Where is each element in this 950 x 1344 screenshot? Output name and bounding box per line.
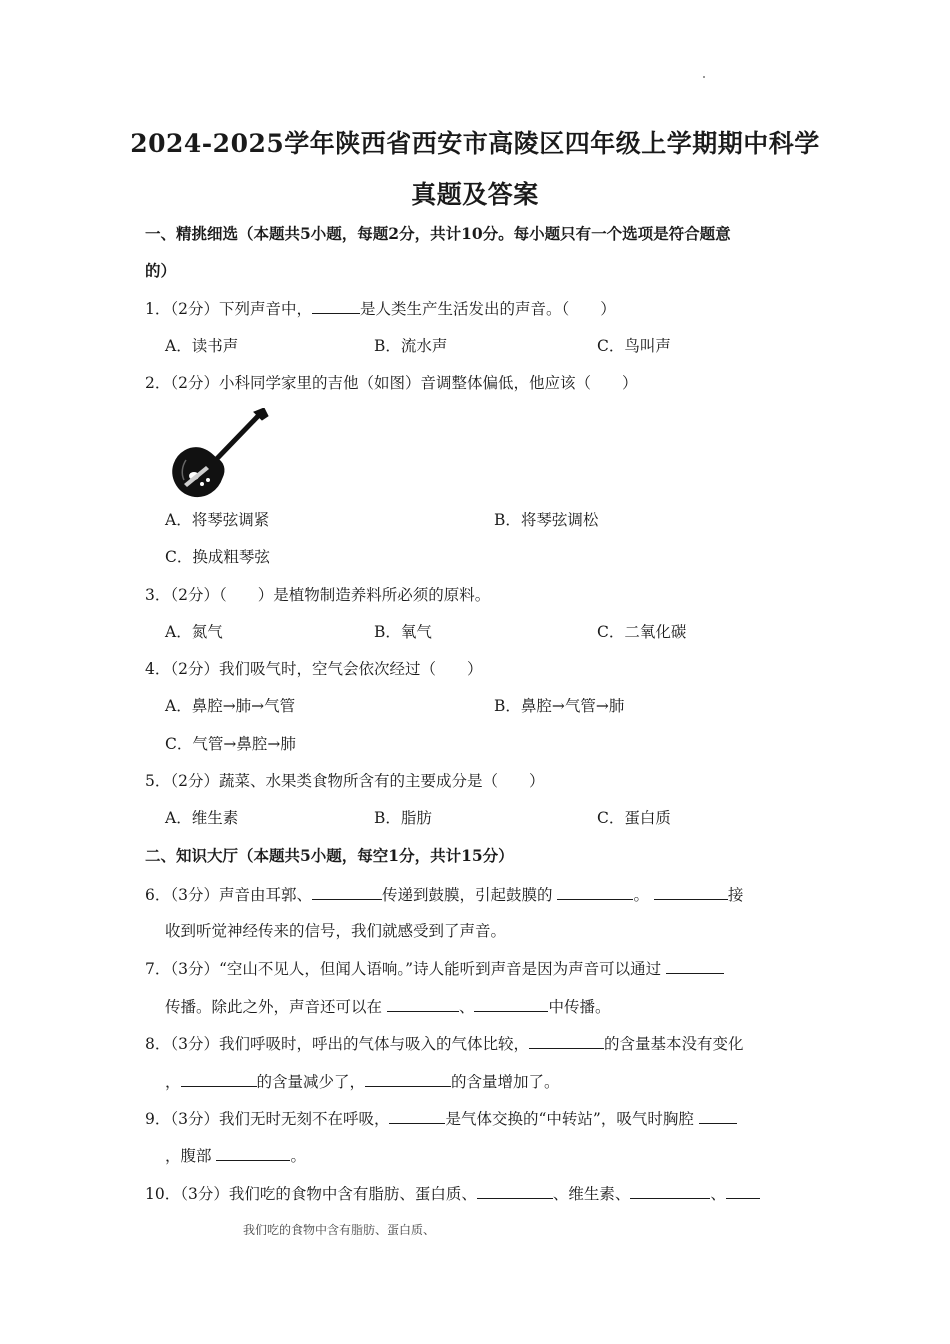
question-9 — [145, 1108, 737, 1129]
q6-text-c: 。 — [633, 886, 649, 904]
question-10 — [145, 1183, 760, 1204]
q6-continued: 收到听觉神经传来的信号，我们就感受到了声音。 — [165, 922, 507, 940]
question-7 — [145, 958, 724, 979]
q9-text-a: 9．（3分）我们无时无刻不在呼吸， — [145, 1110, 390, 1128]
q7-text-c: 、 — [458, 998, 475, 1016]
q6-text-a: 6．（3分）声音由耳郭、 — [145, 886, 312, 904]
q10-text-a: 10．（3分）我们吃的食物中含有脂肪、蛋白质、 — [145, 1185, 477, 1203]
q10-blank-1 — [477, 1183, 553, 1199]
q10-text-c: 、 — [710, 1185, 726, 1203]
q8-blank-3 — [365, 1071, 451, 1087]
page-title-line2: 真题及答案 — [411, 180, 539, 209]
q8-text-a: 8．（3分）我们呼吸时，呼出的气体与吸入的气体比较， — [145, 1035, 529, 1053]
q1-option-b: B．流水声 — [374, 337, 448, 355]
q7-blank-2 — [387, 996, 459, 1012]
q9-text-b: 是气体交换的“中转站”，吸气时胸腔 — [445, 1110, 694, 1128]
q2-option-c: C．换成粗琴弦 — [165, 548, 270, 566]
q7-text-d: 中传播。 — [548, 998, 611, 1016]
question-4: 4．（2分）我们吸气时，空气会依次经过（ ） — [145, 660, 483, 678]
question-3: 3．（2分）（ ）是植物制造养料所必须的原料。 — [145, 586, 491, 604]
q8-text-d: 的含量减少了， — [256, 1073, 366, 1091]
q5-option-c: C．蛋白质 — [597, 809, 671, 827]
q3-option-a: A．氮气 — [165, 623, 223, 641]
q9-blank-2 — [699, 1108, 737, 1124]
question-1 — [145, 298, 616, 319]
q4-option-b: B．鼻腔→气管→肺 — [494, 697, 625, 715]
q6-blank-1 — [312, 884, 382, 900]
q7-text-b: 传播。除此之外，声音还可以在 — [165, 998, 383, 1016]
question-5: 5．（2分）蔬菜、水果类食物所含有的主要成分是（ ） — [145, 772, 545, 790]
q8-blank-2 — [181, 1071, 257, 1087]
q1-blank — [312, 298, 360, 314]
q5-option-a: A．维生素 — [165, 809, 239, 827]
q9-blank-1 — [389, 1108, 445, 1124]
q10-blank-3 — [726, 1183, 760, 1199]
q3-option-c: C．二氧化碳 — [597, 623, 687, 641]
q3-option-b: B．氧气 — [374, 623, 432, 641]
q7-continued — [165, 996, 610, 1017]
q1-option-a: A．读书声 — [165, 337, 239, 355]
q7-blank-1 — [666, 958, 724, 974]
section2-heading: 二、知识大厅（本题共5小题，每空1分，共计15分） — [145, 846, 514, 865]
q4-option-a: A．鼻腔→肺→气管 — [165, 697, 296, 715]
q6-text-d: 接 — [727, 886, 744, 904]
q7-text-a: 7．（3分）“空山不见人，但闻人语响。”诗人能听到声音是因为声音可以通过 — [145, 960, 662, 978]
q1-text-pre: 1．（2分）下列声音中， — [145, 300, 312, 318]
q2-option-b: B．将琴弦调松 — [494, 511, 599, 529]
q6-text-b: 传递到鼓膜，引起鼓膜的 — [381, 886, 553, 904]
q6-blank-2 — [557, 884, 633, 900]
q1-text-post: 是人类生产生活发出的声音。（ ） — [359, 300, 616, 318]
q5-option-b: B．脂肪 — [374, 809, 432, 827]
q6-blank-3 — [654, 884, 728, 900]
section1-heading-cont: 的） — [145, 261, 177, 280]
page-title: 2024-2025学年陕西省西安市高陵区四年级上学期期中科学 — [130, 129, 820, 158]
guitar-icon — [166, 408, 270, 500]
q10-overflow-text: 我们吃的食物中含有脂肪、蛋白质、 — [243, 1223, 436, 1237]
q9-text-d: 。 — [290, 1147, 306, 1165]
q10-text-b: 、维生素、 — [552, 1185, 631, 1203]
q2-option-a: A．将琴弦调紧 — [165, 511, 270, 529]
q4-option-c: C．气管→鼻腔→肺 — [165, 735, 296, 753]
q1-option-c: C．鸟叫声 — [597, 337, 671, 355]
q9-blank-3 — [216, 1145, 290, 1161]
q8-text-e: 的含量增加了。 — [451, 1073, 560, 1091]
question-2: 2．（2分）小科同学家里的吉他（如图）音调整体偏低，他应该（ ） — [145, 374, 638, 392]
section1-heading: 一、精挑细选（本题共5小题，每题2分，共计10分。每小题只有一个选项是符合题意 — [145, 224, 731, 243]
q8-blank-1 — [529, 1033, 604, 1049]
scan-dot — [703, 76, 705, 78]
question-8 — [145, 1033, 744, 1054]
q9-continued — [165, 1145, 306, 1166]
q8-continued — [165, 1071, 560, 1092]
q9-text-c: ，腹部 — [165, 1147, 212, 1165]
q10-blank-2 — [630, 1183, 710, 1199]
q7-blank-3 — [474, 996, 548, 1012]
question-6 — [145, 884, 743, 905]
q8-text-b: 的含量基本没有变化 — [603, 1035, 744, 1053]
q8-text-c: ， — [165, 1073, 181, 1091]
